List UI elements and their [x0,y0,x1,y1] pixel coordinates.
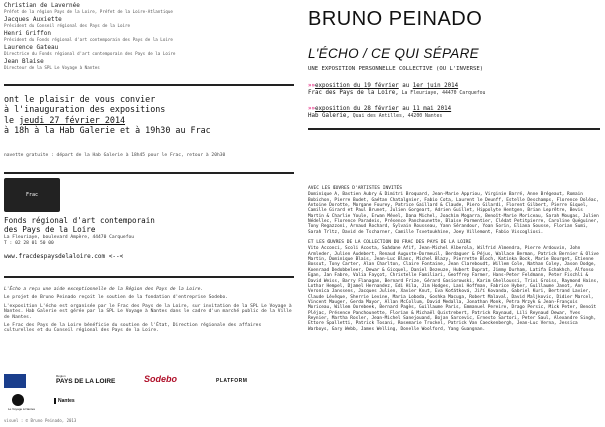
shuttle-info: navette gratuite : départ de la Hab Galerie à 18h45 pour le Frac, retour à 20h30 [4,153,226,158]
invitation-line: à 18h à la Hab Galerie et à 19h30 au Frac [4,125,211,136]
frac-logo [4,178,60,212]
venue-to: 1er juin 2014 [412,83,459,89]
arrow-icon: »» [308,83,315,89]
divider [4,84,294,86]
venue-dates [308,83,485,90]
host-name: Jean Blaise [4,58,44,65]
venue-address: La Fleuriaye, 44470 Carquefou [398,91,486,96]
host-entry [4,58,294,70]
list-heading: AVEC LES ŒUVRES D'ARTISTES INVITÉS [308,186,403,191]
note: Le Frac des Pays de la Loire bénéficie du soutien de l'État, Direction régionale des affaires culturelles et du Conseil régional des Pays de la Loire. [4,323,262,334]
venue-place [308,90,485,97]
divider [4,172,294,174]
venue-pre: exposition du [314,106,364,112]
host-name: Christian de Lavernée [4,2,80,9]
frac-logo-text: Frac [25,192,39,198]
list-names: Dominique A, Bastien Aubry & Dimitri Broquard, Jean-Marie Appriou, Virginie Barré, Anne Brégeaut, Romain Bobichon, Pierre Budet, Gaétan Chatalgnier, Fabio Cota, Laurent le Deunff, Estelle Deschamps, Florence Doléac, Antoine Dorotte, Morgane Fourey, Patrice Gaillard & Claude, Piero Gilardi, Florent Gilbert, Pierre Giquel, Camille Girard et Paul Brunet, Julien Gorgeart, Adrien Guillet, Hippolyte Hentgen, Brian Leprêtre, Bevis Martin & Charlie Youle, Erwan Mével, Dana Michel, Joachim Mogarra, Benoît-Marie Moriceau, Sarah Mougas, Julien Nédellec, Florence Paradeis, Présence Panchounette, Blaise Parmentier, Clédat Petitpierre, Caroline Quéguiner, Tony Regazzoni, Arnaud Rochard, Sylvain Rousseau, Yann Sérandour, Yoan Sorin, Eliana Sousse, Florian Sumi, Sarah Trltz, David de Tscharner, Camille Tsvetoukhine, Joey Villemont, Fabio Viscogliosi. [308,192,599,235]
host-role: Président du Conseil régional des Pays de la Loire [4,23,131,28]
invitation-line: ont le plaisir de vous convier [4,94,156,104]
list-names: Vito Acconci, Scoli Acosta, Saâdane Afif, Jean-Michel Alberola, Wilfrid Almendra, Pierre Ardouvin, John Armleder, Julien Audebert, Renaud Auguste-Dormeuil, Berdaguer & Péjus, Wallace Berman, Patrick Bernier & Olive Martin, Dominique Blais, Jean-Luc Blanc, Michel Blazy, Pierrette Bloch, Katinka Bock, Marie Bourget, Etienne Bossut, Tony Carter, Alan Charlton, Claire Fontaine, Jean Clareboudt, Willem Cole, Nathan Coley, Jason Dodge, Koenraad Dedobbeleer, Dewar & Gicquel, Daniel Dezeuze, Hubert Duprat, Jimmy Durham, Latifa Echakhch, Alfonso Egan, Jan Fabre, Valia Fayçot, Christelle Familiari, Geoffrey Farmer, Hans-Peter Feldmann, Peter Fischli & David Weiss, Barry Flanagan, Bernard Frize, Gérard Gasiorowski, Karim Ghelloussi, Trixi Groiss, Raymond Hains, Lothar Hempel, Djamel Hernandez, Edi Hila, Jim Hodges, Lani Hoffman, Fabrice Hyber, Guillaume Janot, Ann Veronica Janssens, Jacques Julien, Xavier Knut, Eva Koťátková, Jiří Kovanda, Gabriel Kuri, Bertrand Lavier, Claude Lévêque, Sherrie Levine, Maria Loboda, Goshka Macuga, Robert Malaval, David Maljkovic, Didier Marcel, Vincent Mauger, Gerda Mayor, Allan McCollum, David Medalla, Jonathan Monk, Petra Mrzyk & Jean-François Moriceau, Willem Oorebeek, Bernard Pagès, Guillaume Paris, Emmanuel Pereire, Drago Persic, Mick Peter, Benoît Pléjac, Présence Panchounette, Florian & Michaël Quistrebert, Patrick Raynaud, Lili Reynaud Dewar, Yves Reynier, Martha Rosler, Jean-Michel Sanejouand, Bojan Sarcevic, Ernesto Sartori, Peter Saul, Alexandre Singh, Ettore Spalletti, Patrick Tosani, Rosemarie Trockel, Patrick Van Caeckenbergh, Jean-Luc Verna, Jessica Warboys, Gary Webb, James Welling, Donelle Woolford, Yang Guangnan. [308,246,599,332]
host-name: Jacques Auxiette [4,16,62,23]
artist-lists [308,186,600,337]
divider [4,276,294,278]
image-credit: visuel : © Bruno Peinado, 2013 [4,418,77,423]
republique-logo [4,374,26,388]
nantes-logo: Nantes [54,398,75,404]
venue-dates [308,106,451,113]
venue-address: Quai des Antilles, 44200 Nantes [349,114,443,119]
venue-pre: exposition du [314,83,364,89]
frac-address-line: La Fleuriaye, boulevard Ampère, 44470 Carquefou [4,235,134,240]
host-entry [4,30,294,42]
venue-place-name: Hab Galerie, [308,113,350,119]
host-role: Président du Fonds régional d'art contemporain des Pays de la Loire [4,37,173,42]
voyage-logo-text: Le Voyage à Nantes [8,407,36,411]
host-entry [4,44,294,56]
invitation-text [4,94,294,136]
exhibition-subtitle: UNE EXPOSITION PERSONNELLE COLLECTIVE (OU L'INVERSE) [308,66,484,72]
host-entry [4,16,294,28]
host-role: Directrice du Fonds régional d'art contemporain des Pays de la Loire [4,51,176,56]
sponsor-logos [4,372,294,410]
venue-hab [308,106,451,120]
frac-url[interactable]: www.fracdespaysdelaloire.com <--< [4,253,124,260]
venue-mid: au [398,106,413,112]
voyage-logo-mark [12,394,24,406]
frac-name-line: des Pays de la Loire [4,225,96,234]
sodebo-logo: Sodebo [144,374,177,384]
venue-from: 28 février [363,106,399,112]
note: L'exposition L'écho est organisée par le Frac des Pays de la Loire, sur invitation de la SPL Le Voyage à Nantes. Hab Galerie est gérée par la SPL Le Voyage à Nantes dans le cadre d'un marché public de la Ville de Nantes. [4,303,292,320]
venue-frac [308,83,485,97]
divider [308,128,600,130]
hosts-list [4,2,294,72]
host-role: Directeur de la SPL Le Voyage à Nantes [4,65,100,70]
invitation-pre: le [4,114,20,125]
frac-address [4,235,134,246]
region-logo: Région PAYS DE LA LOIRE [56,374,116,385]
host-name: Laurence Gateau [4,44,59,51]
frac-phone: T : 02 28 01 50 00 [4,240,54,246]
region-logo-text: PAYS DE LA LOIRE [56,378,116,385]
note: L'Écho a reçu une aide exceptionnelle de la Région des Pays de la Loire. [4,287,204,292]
venue-from: 19 février [363,83,399,89]
venue-mid: au [398,83,413,89]
venue-place [308,113,451,120]
host-role: Préfet de la région Pays de la Loire, Préfet de la Loire-Atlantique [4,9,173,14]
notes [4,287,294,337]
invitation-date: jeudi 27 février 2014 [19,114,126,125]
frac-name-line: Fonds régional d'art contemporain [4,216,155,225]
exhibition-title: L'ÉCHO / CE QUI SÉPARE [308,46,479,61]
host-entry [4,2,294,14]
platform-logo: PLATFORM [216,378,248,384]
venue-place-name: Frac des Pays de la Loire, [308,90,399,96]
list-heading: ET LES ŒUVRES DE LA COLLECTION DU FRAC DES PAYS DE LA LOIRE [308,240,472,246]
artist-name: BRUNO PEINADO [308,8,483,30]
venue-to: 11 mai 2014 [412,106,452,112]
host-name: Henri Griffon [4,30,51,37]
invitation-date-line [4,115,294,125]
note: Le projet de Bruno Peinado reçoit le soutien de la fondation d'entreprise Sodebo. [4,295,229,301]
arrow-icon: »» [308,106,315,112]
invitation-line: à l'inauguration des expositions [4,104,166,115]
frac-name [4,216,155,234]
